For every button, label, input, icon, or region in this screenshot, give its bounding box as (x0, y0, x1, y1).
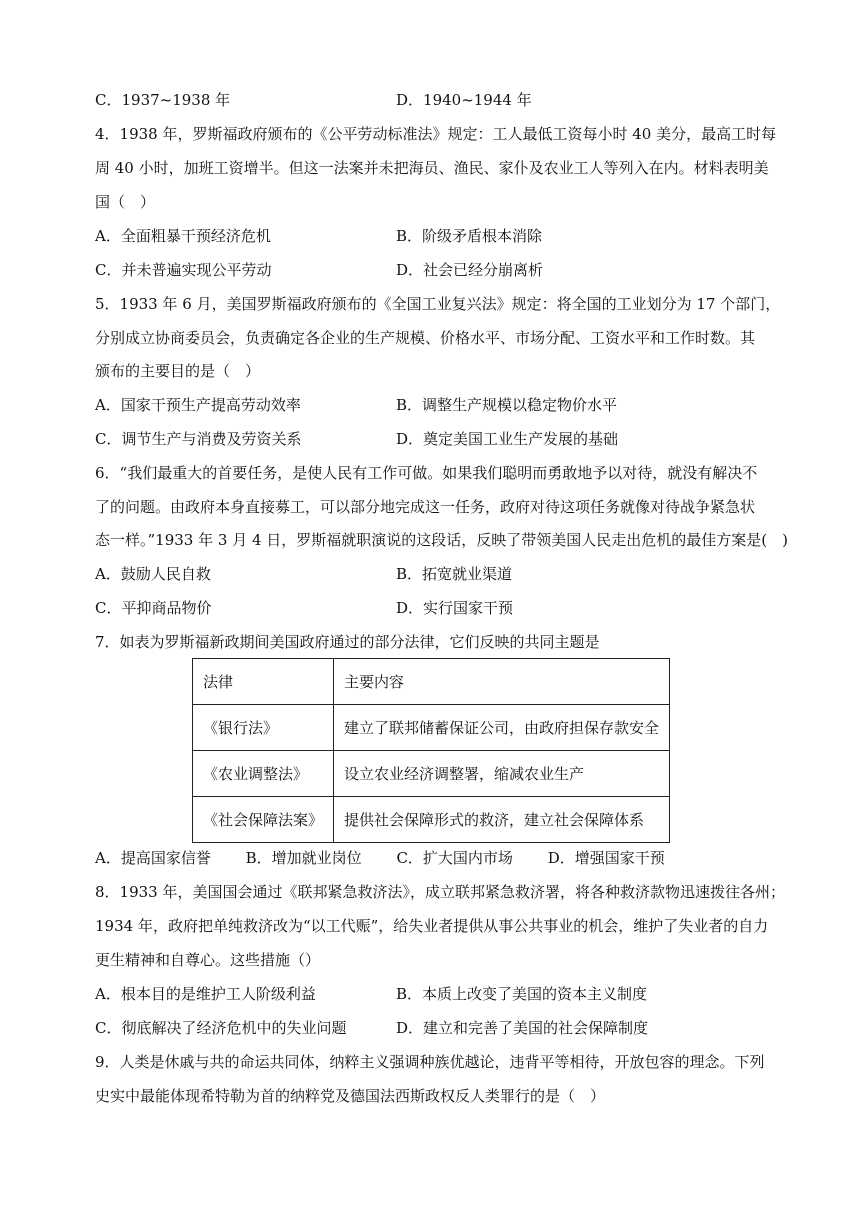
q7-options (95, 848, 695, 868)
q6-option-b: B．拓宽就业渠道 (396, 565, 513, 583)
q4-stem-line-3: 国（ ） (95, 193, 156, 211)
q5-option-d: D．奠定美国工业生产发展的基础 (396, 430, 619, 448)
q4-stem-line-2: 周 40 小时，加班工资增半。但这一法案并未把海员、渔民、家仆及农业工人等列入在内。材料表明美 (95, 159, 769, 177)
table-row (193, 797, 670, 843)
table-cell: 建立了联邦储蓄保证公司，由政府担保存款安全 (334, 705, 670, 751)
q9-stem-line-2: 史实中最能体现希特勒为首的纳粹党及德国法西斯政权反人类罪行的是（ ） (95, 1087, 606, 1105)
q3-option-d: D．1940~1944 年 (396, 91, 532, 109)
table-cell: 《社会保障法案》 (193, 797, 334, 843)
table-row (193, 705, 670, 751)
q3-option-c: C．1937~1938 年 (95, 91, 231, 109)
q7-option-a: A．提高国家信誉 (95, 849, 211, 867)
q6-stem-line-3: 态一样。”1933 年 3 月 4 日，罗斯福就职演说的这段话，反映了带领美国人民走出危机的最佳方案是( ) (95, 531, 788, 549)
table-header-cell: 主要内容 (334, 659, 670, 705)
table-cell: 设立农业经济调整署，缩减农业生产 (334, 751, 670, 797)
table-cell: 提供社会保障形式的救济，建立社会保障体系 (334, 797, 670, 843)
q7-option-d: D．增强国家干预 (547, 849, 665, 867)
q4-option-b: B．阶级矛盾根本消除 (396, 227, 543, 245)
q5-option-b: B．调整生产规模以稳定物价水平 (396, 396, 618, 414)
q4-stem-line-1: 4．1938 年，罗斯福政府颁布的《公平劳动标准法》规定：工人最低工资每小时 40 美分，最高工时每 (95, 125, 777, 143)
q6-stem-line-1: 6．“我们最重大的首要任务，是使人民有工作可做。如果我们聪明而勇敢地予以对待，就没有解决不 (95, 464, 758, 482)
q4-option-c: C．并未普遍实现公平劳动 (95, 261, 272, 279)
table-row (193, 751, 670, 797)
table-header-row (193, 659, 670, 705)
q8-option-a: A．根本目的是维护工人阶级利益 (95, 985, 316, 1003)
q8-stem-line-3: 更生精神和自尊心。这些措施（） (95, 951, 321, 969)
q7-option-c: C．扩大国内市场 (396, 849, 513, 867)
q6-option-c: C．平抑商品物价 (95, 599, 212, 617)
table-cell: 《银行法》 (193, 705, 334, 751)
q6-stem-line-2: 了的问题。由政府本身直接募工，可以部分地完成这一任务，政府对待这项任务就像对待战争紧急状 (95, 498, 756, 516)
laws-table (192, 658, 670, 843)
q8-option-c: C．彻底解决了经济危机中的失业问题 (95, 1019, 347, 1037)
q6-option-a: A．鼓励人民自救 (95, 565, 211, 583)
q6-option-d: D．实行国家干预 (396, 599, 514, 617)
q7-option-b: B．增加就业岗位 (245, 849, 362, 867)
q5-stem-line-1: 5．1933 年 6 月，美国罗斯福政府颁布的《全国工业复兴法》规定：将全国的工业划分为 17 个部门， (95, 295, 781, 313)
q5-option-a: A．国家干预生产提高劳动效率 (95, 396, 301, 414)
q8-stem-line-1: 8．1933 年，美国国会通过《联邦紧急救济法》，成立联邦紧急救济署，将各种救济款物迅速拨往各州； (95, 883, 785, 901)
q8-stem-line-2: 1934 年，政府把单纯救济改为“以工代赈”，给失业者提供从事公共事业的机会，维护了失业者的自力 (95, 917, 769, 935)
q5-option-c: C．调节生产与消费及劳资关系 (95, 430, 302, 448)
q5-stem-line-3: 颁布的主要目的是（ ） (95, 362, 261, 380)
q9-stem-line-1: 9．人类是休戚与共的命运共同体，纳粹主义强调种族优越论，违背平等相待，开放包容的理念。下列 (95, 1053, 765, 1071)
table-cell: 《农业调整法》 (193, 751, 334, 797)
q7-stem: 7．如表为罗斯福新政期间美国政府通过的部分法律，它们反映的共同主题是 (95, 633, 600, 651)
q4-option-a: A．全面粗暴干预经济危机 (95, 227, 271, 245)
table-header-cell: 法律 (193, 659, 334, 705)
q8-option-d: D．建立和完善了美国的社会保障制度 (396, 1019, 649, 1037)
q5-stem-line-2: 分别成立协商委员会，负责确定各企业的生产规模、价格水平、市场分配、工资水平和工作时数。其 (95, 329, 756, 347)
q4-option-d: D．社会已经分崩离析 (396, 261, 544, 279)
q8-option-b: B．本质上改变了美国的资本主义制度 (396, 985, 648, 1003)
